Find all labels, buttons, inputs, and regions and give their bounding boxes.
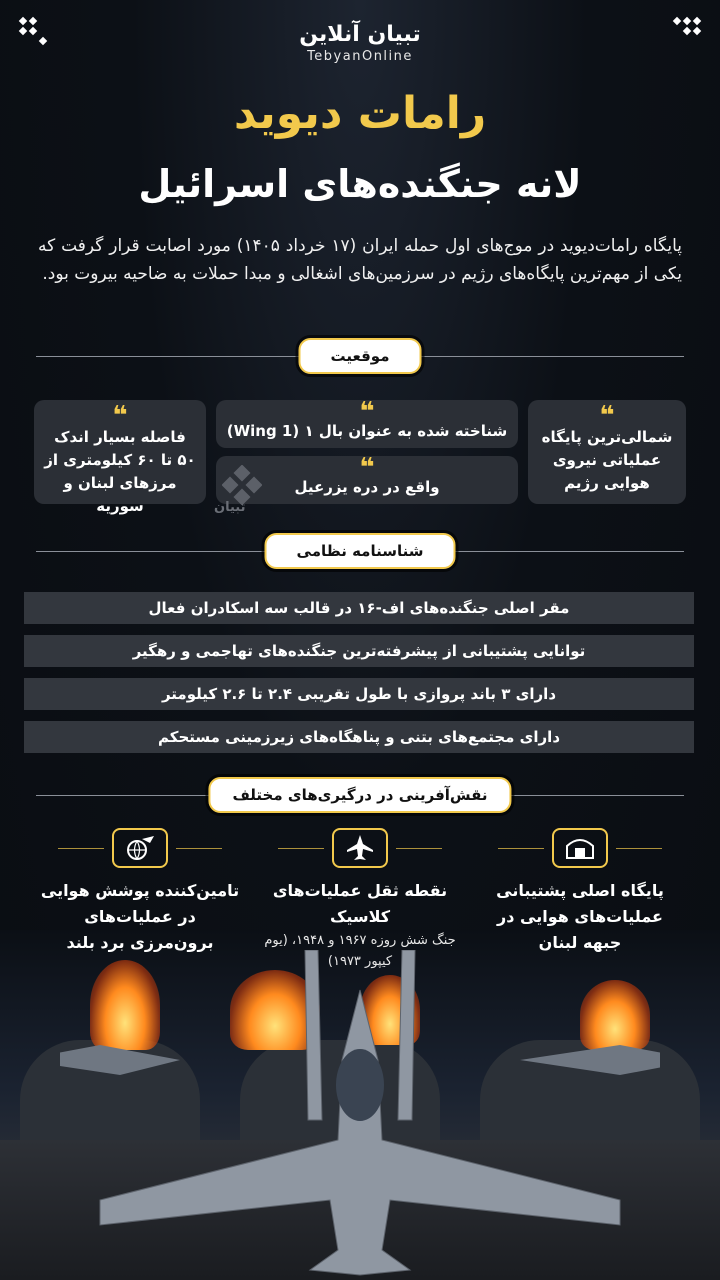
location-card: [34, 400, 206, 515]
watermark-text: تبیان: [214, 500, 246, 515]
military-row: دارای مجتمع‌های بتنی و پناهگاه‌های زیرزمینی مستحکم: [24, 721, 694, 753]
location-card-text: شمالی‌ترین پایگاه عملیاتی نیروی هوایی رژیم: [541, 428, 673, 492]
role-item: [40, 828, 240, 956]
page-subtitle: لانه جنگنده‌های اسرائیل: [138, 162, 582, 206]
jet-icon: [332, 828, 388, 868]
quote-icon: ❝: [112, 401, 128, 431]
military-row: دارای ۳ باند پروازی با طول تقریبی ۲.۴ تا ۲.۶ کیلومتر: [24, 678, 694, 710]
watermark-logo-icon: [222, 465, 262, 505]
location-card: [528, 400, 686, 504]
fighter-jet-image: [60, 950, 660, 1280]
location-card-text: شناخته شده به عنوان بال ۱ (Wing 1): [226, 422, 508, 440]
location-header: موقعیت: [299, 338, 422, 374]
hangar-icon: [552, 828, 608, 868]
role-item: [480, 828, 680, 956]
role-item: [260, 828, 460, 972]
logo-persian: تبیان آنلاین: [299, 22, 421, 47]
military-header: شناسنامه نظامی: [265, 533, 456, 569]
location-card-text: فاصله بسیار اندک ۵۰ تا ۶۰ کیلومتری از مرزهای لبنان و سوریه: [44, 428, 196, 515]
role-title: پایگاه اصلی پشتیبانی عملیات‌های هوایی در جبهه لبنان: [496, 881, 664, 952]
military-row: توانایی پشتیبانی از پیشرفته‌ترین جنگنده‌های تهاجمی و رهگیر: [24, 635, 694, 667]
intro-paragraph: پایگاه رامات‌دیوید در موج‌های اول حمله ایران (۱۷ خرداد ۱۴۰۵) مورد اصابت قرار گرفت که یکی از مهم‌ترین پایگاه‌های رژیم در سرزمین‌های اشغالی و مبدا حملات به ضاحیه بیروت بود.: [38, 236, 682, 284]
brand-logo: [0, 22, 720, 64]
roles-header: نقش‌آفرینی در درگیری‌های مختلف: [208, 777, 511, 813]
logo-english: TebyanOnline: [307, 49, 413, 64]
quote-icon: ❝: [359, 453, 375, 483]
quote-icon: ❝: [599, 401, 615, 431]
airbase-scene: [0, 930, 720, 1280]
page-title: رامات دیوید: [233, 88, 487, 139]
role-subtitle: جنگ شش روزه ۱۹۶۷ و ۱۹۴۸، (یوم کیپور ۱۹۷۳): [264, 933, 456, 969]
role-title: نقطه ثقل عملیات‌های کلاسیک: [272, 881, 448, 926]
quote-icon: ❝: [359, 397, 375, 427]
role-title: تامین‌کننده پوشش هوایی در عملیات‌های برون‌مرزی برد بلند: [40, 881, 240, 952]
location-card: [216, 397, 518, 448]
location-card-text: واقع در دره یزرعیل: [294, 478, 440, 496]
globe-jet-icon: [112, 828, 168, 868]
military-row: مقر اصلی جنگنده‌های اف-۱۶ در قالب سه اسکادران فعال: [24, 592, 694, 624]
